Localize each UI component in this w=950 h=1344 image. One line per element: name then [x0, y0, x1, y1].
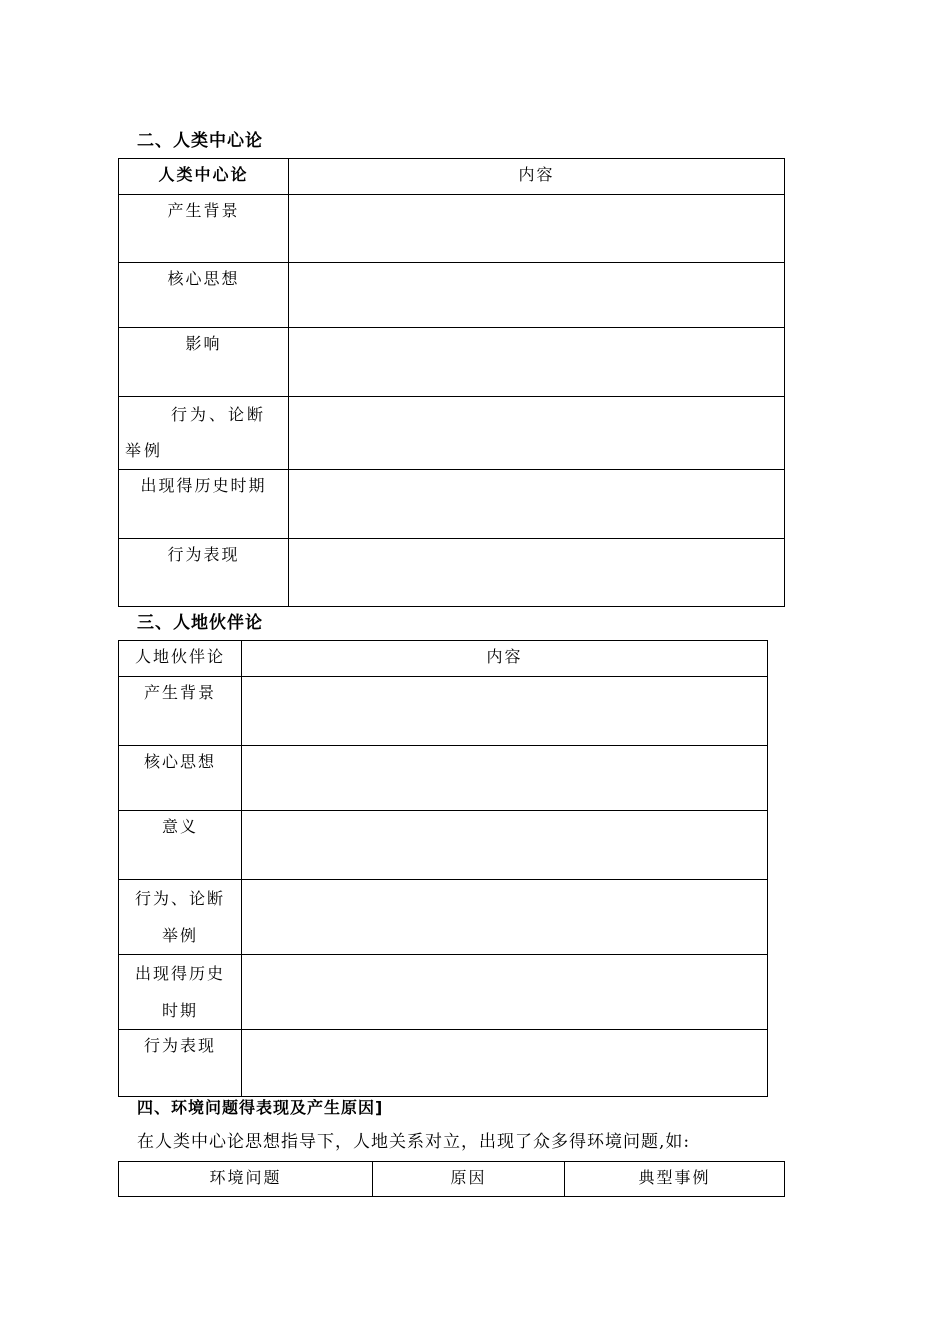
row-label: 行为、论断 举例 — [119, 397, 289, 470]
header-label: 人类中心论 — [119, 159, 289, 195]
content-cell[interactable] — [289, 539, 785, 607]
table-row — [119, 263, 785, 328]
table-row — [119, 328, 785, 397]
section2-table — [118, 158, 785, 607]
table-row — [119, 397, 785, 470]
table-row — [119, 1030, 768, 1097]
table-header-row — [119, 1162, 785, 1197]
content-cell[interactable] — [242, 746, 768, 811]
section3-table — [118, 640, 768, 1097]
row-label: 行为、论断 举例 — [119, 880, 242, 955]
table-row — [119, 880, 768, 955]
content-cell[interactable] — [242, 811, 768, 880]
content-cell[interactable] — [289, 195, 785, 263]
table-header-row — [119, 641, 768, 677]
content-cell[interactable] — [242, 677, 768, 746]
table-header-row — [119, 159, 785, 195]
header-label: 人地伙伴论 — [119, 641, 242, 677]
content-cell[interactable] — [242, 1030, 768, 1097]
header-content: 内容 — [242, 641, 768, 677]
table-row — [119, 470, 785, 539]
content-cell[interactable] — [242, 955, 768, 1030]
section2-title: 二、人类中心论 — [137, 131, 263, 151]
header-content: 内容 — [289, 159, 785, 195]
column-header: 原因 — [373, 1162, 565, 1197]
row-label: 行为表现 — [119, 539, 289, 607]
table-row — [119, 195, 785, 263]
row-label: 核心思想 — [119, 263, 289, 328]
section4-intro: 在人类中心论思想指导下，人地关系对立，出现了众多得环境问题,如: — [137, 1132, 691, 1152]
section4-table — [118, 1161, 785, 1197]
section4-title: 四、环境问题得表现及产生原因] — [137, 1098, 384, 1117]
column-header: 典型事例 — [565, 1162, 785, 1197]
table-row — [119, 746, 768, 811]
table-row — [119, 539, 785, 607]
content-cell[interactable] — [242, 880, 768, 955]
row-label: 行为表现 — [119, 1030, 242, 1097]
row-label: 核心思想 — [119, 746, 242, 811]
table-row — [119, 677, 768, 746]
row-label: 影响 — [119, 328, 289, 397]
table-row — [119, 811, 768, 880]
content-cell[interactable] — [289, 397, 785, 470]
table-row — [119, 955, 768, 1030]
content-cell[interactable] — [289, 263, 785, 328]
row-label: 出现得历史 时期 — [119, 955, 242, 1030]
row-label: 意义 — [119, 811, 242, 880]
row-label: 出现得历史时期 — [119, 470, 289, 539]
section3-title: 三、人地伙伴论 — [137, 613, 263, 633]
content-cell[interactable] — [289, 328, 785, 397]
content-cell[interactable] — [289, 470, 785, 539]
column-header: 环境问题 — [119, 1162, 373, 1197]
row-label: 产生背景 — [119, 195, 289, 263]
row-label: 产生背景 — [119, 677, 242, 746]
